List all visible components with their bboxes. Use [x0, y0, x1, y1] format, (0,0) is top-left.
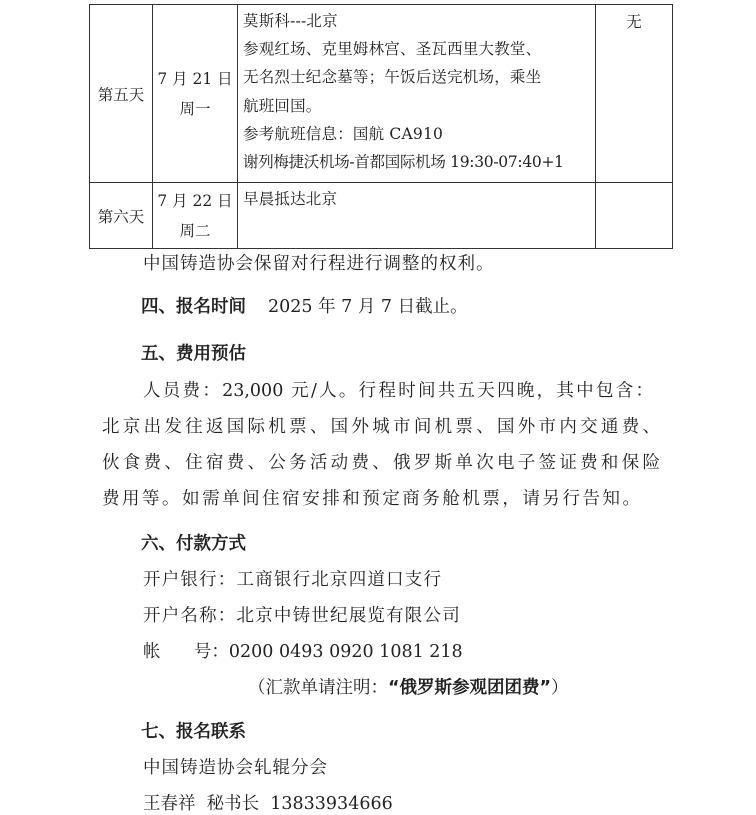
schedule-line: 莫斯科---北京: [243, 12, 338, 30]
day-label: 第五天: [90, 5, 153, 183]
day-schedule: [238, 183, 596, 249]
account-number-label: 帐 号：: [143, 642, 229, 662]
deadline-text: 2025 年 7 月 7 日截止。: [268, 297, 468, 317]
schedule-line: 早晨抵达北京: [243, 190, 338, 208]
reserve-note: 中国铸造协会保留对行程进行调整的权利。: [143, 254, 495, 274]
day-label: 第六天: [90, 183, 153, 249]
remittance-note-prefix: （汇款单请注明：: [248, 678, 388, 698]
remittance-note: [248, 674, 569, 699]
paragraph-line: 人员费：23,000 元/人。行程时间共五天四晚，其中包含：: [143, 381, 653, 401]
day-note: 无: [596, 5, 673, 183]
schedule-line: 航班回国。: [243, 96, 322, 115]
section-heading: 五、费用预估: [141, 344, 246, 364]
remittance-note-suffix: ）: [551, 678, 569, 698]
bank-name: 开户银行：工商银行北京四道口支行: [143, 570, 443, 590]
account-number: 0200 0493 0920 1081 218: [228, 642, 463, 662]
itinerary-table: [89, 4, 673, 249]
schedule-line: 参考航班信息：国航 CA910: [243, 124, 444, 143]
table-row: [90, 183, 673, 249]
day-date-cell: [153, 5, 238, 183]
table-row: [90, 5, 673, 183]
paragraph-line: 伙食费、住宿费、公务活动费、俄罗斯单次电子签证费和保险: [102, 453, 660, 473]
account-name: 开户名称：北京中铸世纪展览有限公司: [143, 606, 461, 626]
paragraph-line: 北京出发往返国际机票、国外城市间机票、国外市内交通费、: [102, 417, 660, 437]
day-date: 7 月 21 日: [157, 69, 233, 88]
contact-organization: 中国铸造协会轧辊分会: [143, 758, 328, 778]
day-schedule: [238, 5, 596, 183]
section-heading: 四、报名时间: [141, 297, 246, 317]
paragraph-line: 费用等。如需单间住宿安排和预定商务舱机票，请另行告知。: [102, 489, 640, 509]
account-number-row: [143, 638, 463, 663]
day-date-cell: [153, 183, 238, 249]
section-registration-deadline: [141, 293, 468, 318]
day-weekday: 周二: [179, 221, 211, 240]
schedule-line: 谢列梅捷沃机场-首都国际机场 19:30-07:40+1: [243, 153, 564, 172]
schedule-line: 参观红场、克里姆林宫、圣瓦西里大教堂、: [243, 40, 542, 59]
section-heading: 七、报名联系: [141, 722, 246, 742]
day-date: 7 月 22 日: [157, 191, 233, 210]
contact-person: 王春祥 秘书长 13833934666: [143, 794, 393, 814]
section-heading: 六、付款方式: [141, 534, 246, 554]
schedule-line: 无名烈士纪念墓等；午饭后送完机场，乘坐: [243, 68, 542, 87]
day-note: [596, 183, 673, 249]
remittance-note-text: “俄罗斯参观团团费”: [388, 678, 552, 698]
day-weekday: 周一: [179, 99, 211, 118]
